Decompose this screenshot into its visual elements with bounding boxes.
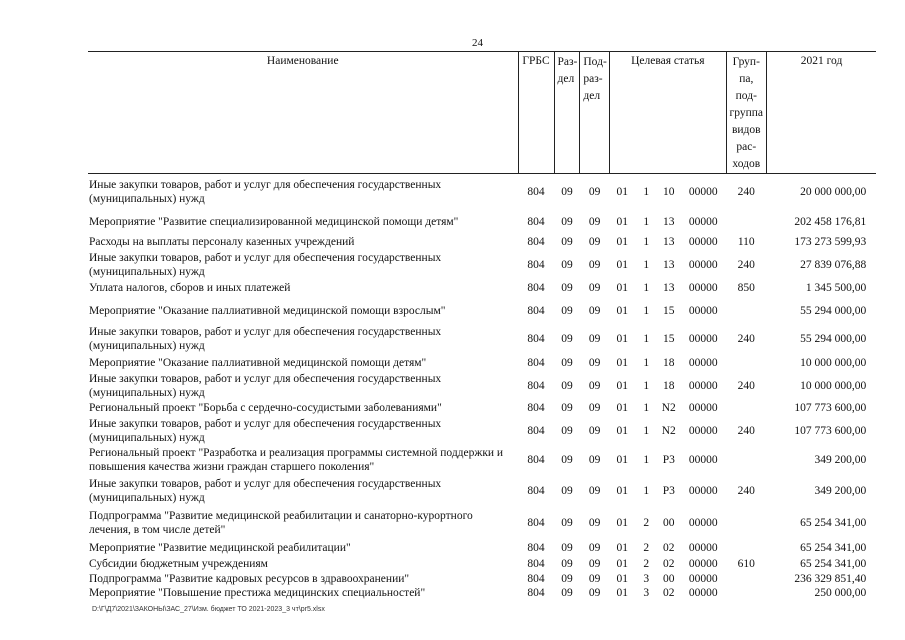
row-subprogram-code: 1 bbox=[643, 454, 650, 466]
row-grbs: 804 bbox=[527, 282, 545, 294]
row-subprogram-code: 2 bbox=[643, 517, 650, 529]
row-direction-code: 00000 bbox=[688, 379, 718, 392]
row-razdel: 09 bbox=[561, 357, 573, 369]
row-grbs: 804 bbox=[527, 542, 545, 554]
row-podrazdel: 09 bbox=[588, 185, 601, 198]
row-subprogram-code: 1 bbox=[643, 236, 650, 248]
row-grbs: 804 bbox=[527, 402, 545, 414]
row-podrazdel: 09 bbox=[588, 424, 601, 437]
row-expense-type bbox=[726, 572, 766, 586]
row-podrazdel: 09 bbox=[588, 258, 601, 271]
row-program-code: 01 bbox=[616, 402, 629, 414]
row-podrazdel: 09 bbox=[588, 402, 601, 414]
row-program-code: 01 bbox=[616, 485, 629, 497]
row-program-code: 01 bbox=[616, 542, 629, 554]
row-grbs: 804 bbox=[527, 215, 545, 228]
header-target-article: Целевая статья bbox=[609, 52, 726, 174]
row-event-code: 00 bbox=[663, 517, 675, 529]
row-amount: 107 773 600,00 bbox=[794, 424, 867, 437]
row-name: Иные закупки товаров, работ и услуг для обеспечения государственных (муниципальных) нужд bbox=[89, 251, 442, 278]
header-podrazdel: Под- раз- дел bbox=[580, 52, 609, 174]
row-event-code: 02 bbox=[663, 586, 675, 599]
row-event-code: 02 bbox=[663, 542, 675, 554]
row-direction-code: 00000 bbox=[688, 454, 718, 466]
table-row bbox=[88, 507, 876, 540]
row-amount: 107 773 600,00 bbox=[794, 402, 867, 414]
row-amount: 10 000 000,00 bbox=[800, 357, 867, 369]
row-podrazdel: 09 bbox=[588, 333, 601, 345]
row-event-code: 02 bbox=[663, 558, 675, 570]
table-row bbox=[88, 298, 876, 324]
row-subprogram-code: 3 bbox=[643, 586, 650, 599]
header-grbs: ГРБС bbox=[518, 52, 554, 174]
row-program-code: 01 bbox=[616, 558, 629, 570]
header-expense-group: Груп- па, под- группа видов рас- ходов bbox=[726, 52, 766, 174]
row-subprogram-code: 1 bbox=[643, 215, 650, 228]
row-name: Иные закупки товаров, работ и услуг для обеспечения государственных (муниципальных) нужд bbox=[89, 178, 442, 205]
row-name: Иные закупки товаров, работ и услуг для обеспечения государственных (муниципальных) нужд bbox=[89, 372, 442, 399]
table-row bbox=[88, 540, 876, 557]
row-name: Подпрограмма "Развитие кадровых ресурсов в здравоохранении" bbox=[89, 572, 410, 585]
row-direction-code: 00000 bbox=[688, 517, 718, 529]
row-expense-type: 240 bbox=[737, 485, 755, 497]
row-subprogram-code: 1 bbox=[643, 402, 650, 414]
row-subprogram-code: 1 bbox=[643, 424, 650, 437]
header-year: 2021 год bbox=[766, 52, 876, 174]
row-expense-type: 850 bbox=[737, 282, 755, 294]
row-program-code: 01 bbox=[616, 517, 629, 529]
budget-table bbox=[88, 51, 876, 600]
row-podrazdel: 09 bbox=[588, 379, 601, 392]
row-event-code: 13 bbox=[663, 258, 675, 271]
row-direction-code: 00000 bbox=[688, 282, 718, 294]
row-name: Субсидии бюджетным учреждениям bbox=[89, 558, 268, 570]
row-podrazdel: 09 bbox=[588, 586, 601, 599]
row-razdel: 09 bbox=[561, 236, 573, 248]
row-podrazdel: 09 bbox=[588, 304, 601, 317]
row-amount: 349 200,00 bbox=[814, 454, 867, 466]
table-row bbox=[88, 400, 876, 417]
file-path-footer: D:\Г\Д7\2021\ЗАКОНЫ\ЗАС_27\Изм. бюджет ТО 2021-2023_3 чт\pr5.xlsx bbox=[92, 606, 325, 613]
row-razdel: 09 bbox=[561, 379, 573, 392]
row-direction-code: 00000 bbox=[688, 485, 718, 497]
row-podrazdel: 09 bbox=[588, 542, 601, 554]
row-amount: 55 294 000,00 bbox=[800, 304, 867, 317]
row-grbs: 804 bbox=[527, 454, 545, 466]
row-expense-type bbox=[726, 507, 766, 540]
table-row bbox=[88, 572, 876, 586]
row-subprogram-code: 1 bbox=[643, 379, 650, 392]
row-expense-type bbox=[726, 355, 766, 372]
row-grbs: 804 bbox=[527, 517, 545, 529]
row-name: Иные закупки товаров, работ и услуг для обеспечения государственных (муниципальных) нужд bbox=[89, 478, 442, 504]
table-row bbox=[88, 557, 876, 572]
row-subprogram-code: 2 bbox=[643, 542, 650, 554]
row-amount: 236 329 851,40 bbox=[794, 572, 867, 585]
row-razdel: 09 bbox=[561, 304, 573, 317]
row-grbs: 804 bbox=[527, 357, 545, 369]
row-amount: 65 254 341,00 bbox=[800, 517, 867, 529]
row-podrazdel: 09 bbox=[588, 485, 601, 497]
row-name: Мероприятие "Повышение престижа медицинских специальностей" bbox=[89, 586, 426, 599]
row-razdel: 09 bbox=[561, 572, 573, 585]
row-program-code: 01 bbox=[616, 379, 629, 392]
row-event-code: 15 bbox=[663, 304, 675, 317]
table-row bbox=[88, 234, 876, 251]
row-podrazdel: 09 bbox=[588, 558, 601, 570]
row-event-code: 13 bbox=[663, 236, 675, 248]
table-header bbox=[88, 52, 876, 174]
row-name: Расходы на выплаты персоналу казенных учреждений bbox=[89, 236, 355, 248]
row-podrazdel: 09 bbox=[588, 357, 601, 369]
row-event-code: 18 bbox=[663, 379, 675, 392]
row-expense-type bbox=[726, 586, 766, 600]
table-row bbox=[88, 586, 876, 600]
row-event-code: N2 bbox=[661, 424, 676, 437]
row-grbs: 804 bbox=[527, 485, 545, 497]
row-event-code: 00 bbox=[663, 572, 675, 585]
row-grbs: 804 bbox=[527, 304, 545, 317]
header-razdel: Раз- дел bbox=[554, 52, 580, 174]
row-expense-type: 240 bbox=[737, 379, 755, 392]
page-number: 24 bbox=[472, 37, 483, 49]
header-name: Наименование bbox=[88, 52, 518, 174]
row-name: Мероприятие "Оказание паллиативной медицинской помощи взрослым" bbox=[89, 304, 446, 317]
row-direction-code: 00000 bbox=[688, 258, 718, 271]
row-podrazdel: 09 bbox=[588, 572, 601, 585]
row-program-code: 01 bbox=[616, 258, 629, 271]
row-razdel: 09 bbox=[561, 258, 573, 271]
row-razdel: 09 bbox=[561, 454, 573, 466]
row-name: Региональный проект "Разработка и реализация программы системной поддержки и повышения качества жизни граждан старшего поколения" bbox=[89, 447, 504, 473]
row-name: Мероприятие "Развитие специализированной медицинской помощи детям" bbox=[89, 215, 459, 228]
row-event-code: 13 bbox=[663, 282, 675, 294]
row-grbs: 804 bbox=[527, 379, 545, 392]
row-razdel: 09 bbox=[561, 586, 573, 599]
row-razdel: 09 bbox=[561, 517, 573, 529]
row-event-code: P3 bbox=[662, 454, 675, 466]
row-razdel: 09 bbox=[561, 282, 573, 294]
row-amount: 1 345 500,00 bbox=[805, 282, 867, 294]
row-grbs: 804 bbox=[527, 572, 545, 585]
row-grbs: 804 bbox=[527, 424, 545, 437]
row-direction-code: 00000 bbox=[688, 572, 718, 585]
row-direction-code: 00000 bbox=[688, 357, 718, 369]
row-podrazdel: 09 bbox=[588, 236, 601, 248]
table-row bbox=[88, 355, 876, 372]
row-program-code: 01 bbox=[616, 572, 629, 585]
row-program-code: 01 bbox=[616, 236, 629, 248]
row-grbs: 804 bbox=[527, 558, 545, 570]
table-row bbox=[88, 210, 876, 234]
row-event-code: 15 bbox=[663, 333, 675, 345]
row-razdel: 09 bbox=[561, 424, 573, 437]
row-subprogram-code: 1 bbox=[643, 357, 650, 369]
row-podrazdel: 09 bbox=[588, 282, 601, 294]
row-razdel: 09 bbox=[561, 333, 573, 345]
row-program-code: 01 bbox=[616, 454, 629, 466]
row-razdel: 09 bbox=[561, 185, 573, 198]
table-row bbox=[88, 174, 876, 210]
row-podrazdel: 09 bbox=[588, 215, 601, 228]
row-direction-code: 00000 bbox=[688, 236, 718, 248]
row-amount: 173 273 599,93 bbox=[794, 236, 867, 248]
row-direction-code: 00000 bbox=[688, 304, 718, 317]
row-name: Иные закупки товаров, работ и услуг для обеспечения государственных (муниципальных) нужд bbox=[89, 326, 442, 352]
row-amount: 349 200,00 bbox=[814, 485, 867, 497]
row-direction-code: 00000 bbox=[688, 558, 718, 570]
row-event-code: 13 bbox=[663, 215, 675, 228]
row-name: Иные закупки товаров, работ и услуг для обеспечения государственных (муниципальных) нужд bbox=[89, 417, 442, 444]
row-program-code: 01 bbox=[616, 424, 629, 437]
row-grbs: 804 bbox=[527, 258, 545, 271]
row-amount: 65 254 341,00 bbox=[800, 558, 867, 570]
row-program-code: 01 bbox=[616, 357, 629, 369]
row-expense-type bbox=[726, 210, 766, 234]
table-row bbox=[88, 324, 876, 355]
row-subprogram-code: 1 bbox=[643, 304, 650, 317]
row-expense-type bbox=[726, 540, 766, 557]
row-name: Мероприятие "Развитие медицинской реабилитации" bbox=[89, 542, 351, 554]
row-subprogram-code: 1 bbox=[643, 185, 650, 198]
row-name: Региональный проект "Борьба с сердечно-сосудистыми заболеваниями" bbox=[89, 402, 442, 414]
row-event-code: N2 bbox=[661, 402, 676, 414]
row-direction-code: 00000 bbox=[688, 333, 718, 345]
row-podrazdel: 09 bbox=[588, 454, 601, 466]
row-razdel: 09 bbox=[561, 402, 573, 414]
row-amount: 20 000 000,00 bbox=[800, 185, 867, 198]
row-direction-code: 00000 bbox=[688, 424, 718, 437]
row-direction-code: 00000 bbox=[688, 215, 718, 228]
row-expense-type: 240 bbox=[737, 185, 755, 198]
row-expense-type: 240 bbox=[737, 258, 755, 271]
row-amount: 27 839 076,88 bbox=[800, 258, 867, 271]
table-row bbox=[88, 279, 876, 298]
row-subprogram-code: 2 bbox=[643, 558, 650, 570]
row-grbs: 804 bbox=[527, 333, 545, 345]
row-subprogram-code: 1 bbox=[643, 333, 650, 345]
row-expense-type: 240 bbox=[737, 424, 755, 437]
table-row bbox=[88, 251, 876, 279]
row-amount: 65 254 341,00 bbox=[800, 542, 867, 554]
row-event-code: 10 bbox=[663, 185, 675, 198]
row-razdel: 09 bbox=[561, 542, 573, 554]
row-grbs: 804 bbox=[527, 586, 545, 599]
row-grbs: 804 bbox=[527, 236, 545, 248]
row-amount: 55 294 000,00 bbox=[800, 333, 867, 345]
row-subprogram-code: 1 bbox=[643, 485, 650, 497]
row-direction-code: 00000 bbox=[688, 586, 718, 599]
table-row bbox=[88, 445, 876, 476]
row-event-code: P3 bbox=[662, 485, 675, 497]
row-podrazdel: 09 bbox=[588, 517, 601, 529]
row-subprogram-code: 1 bbox=[643, 258, 650, 271]
table-row bbox=[88, 372, 876, 400]
row-subprogram-code: 1 bbox=[643, 282, 650, 294]
row-razdel: 09 bbox=[561, 215, 573, 228]
row-program-code: 01 bbox=[616, 215, 629, 228]
row-direction-code: 00000 bbox=[688, 185, 718, 198]
row-name: Подпрограмма "Развитие медицинской реабилитации и санаторно-курортного лечения, в том числе детей" bbox=[89, 510, 473, 536]
row-program-code: 01 bbox=[616, 185, 629, 198]
table-body bbox=[88, 174, 876, 600]
row-grbs: 804 bbox=[527, 185, 545, 198]
row-program-code: 01 bbox=[616, 282, 629, 294]
row-program-code: 01 bbox=[616, 333, 629, 345]
row-name: Мероприятие "Оказание паллиативной медицинской помощи детям" bbox=[89, 357, 427, 369]
row-direction-code: 00000 bbox=[688, 542, 718, 554]
table-row bbox=[88, 476, 876, 507]
row-amount: 202 458 176,81 bbox=[794, 215, 867, 228]
row-subprogram-code: 3 bbox=[643, 572, 650, 585]
row-expense-type bbox=[726, 298, 766, 324]
row-expense-type: 610 bbox=[737, 558, 755, 570]
row-expense-type bbox=[726, 445, 766, 476]
row-expense-type: 110 bbox=[737, 236, 755, 248]
row-amount: 10 000 000,00 bbox=[800, 379, 867, 392]
row-direction-code: 00000 bbox=[688, 402, 718, 414]
row-program-code: 01 bbox=[616, 304, 629, 317]
row-amount: 250 000,00 bbox=[814, 586, 867, 599]
row-razdel: 09 bbox=[561, 558, 573, 570]
row-event-code: 18 bbox=[663, 357, 675, 369]
row-expense-type bbox=[726, 400, 766, 417]
table-row bbox=[88, 417, 876, 445]
row-expense-type: 240 bbox=[737, 333, 755, 345]
row-program-code: 01 bbox=[616, 586, 629, 599]
row-name: Уплата налогов, сборов и иных платежей bbox=[89, 282, 291, 294]
row-razdel: 09 bbox=[561, 485, 573, 497]
